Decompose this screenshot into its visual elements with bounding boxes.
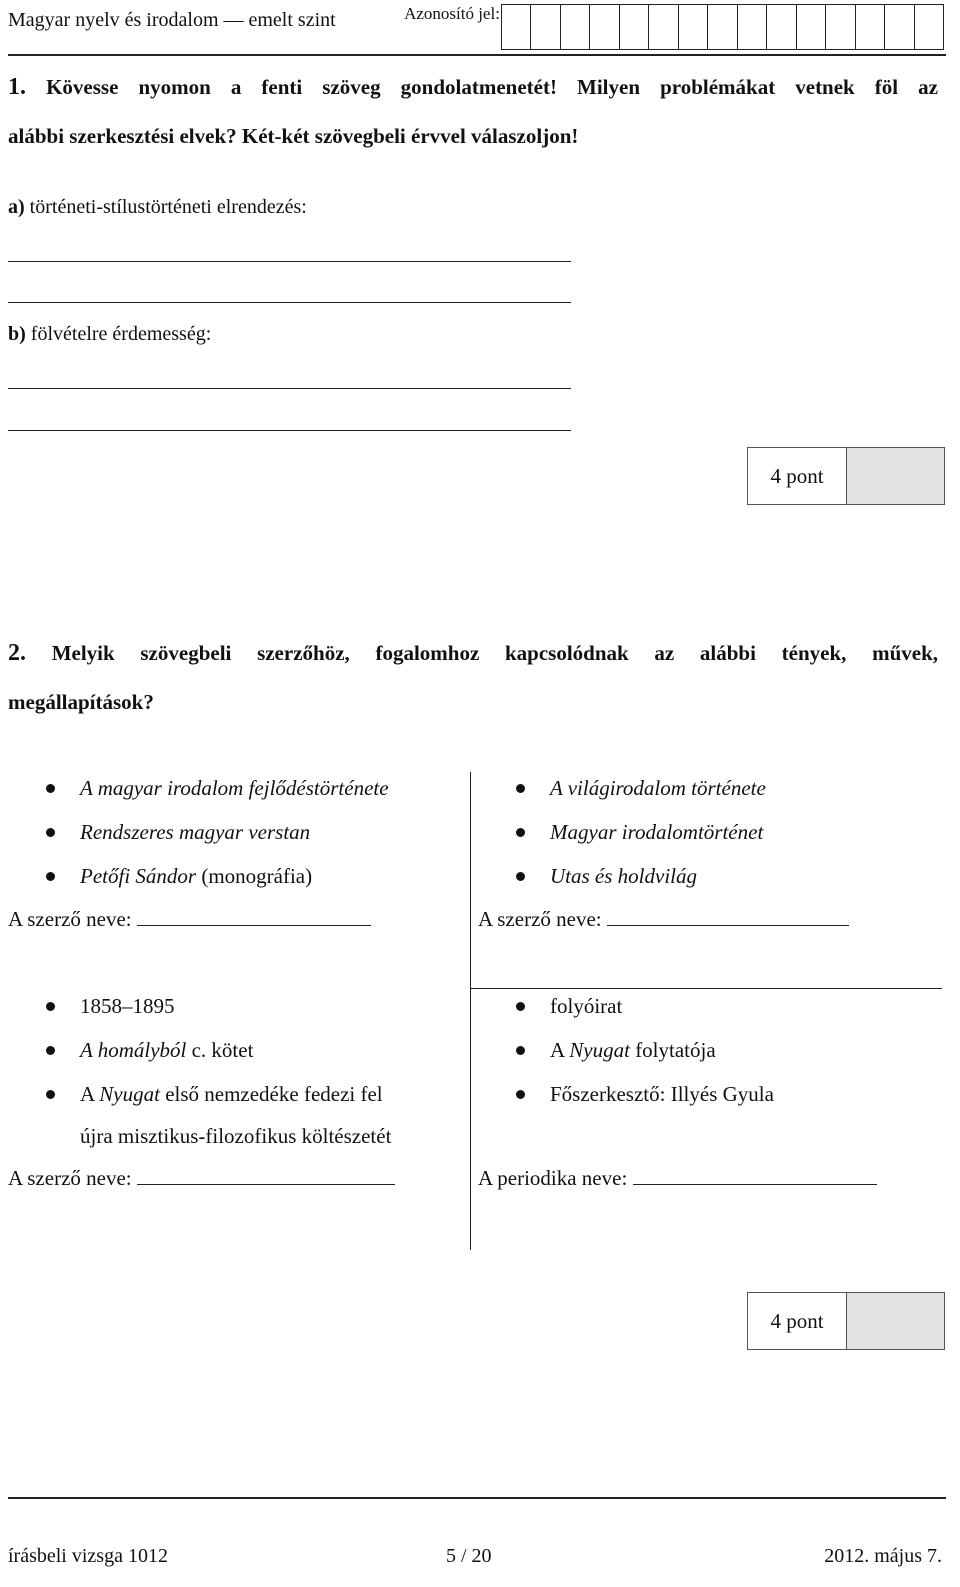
footer-rule bbox=[8, 1497, 946, 1499]
id-label: Azonosító jel: bbox=[404, 4, 500, 23]
bullet-icon bbox=[516, 1090, 525, 1099]
q1-b-answer-line-2[interactable] bbox=[8, 430, 571, 431]
q1-b-text: fölvételre érdemesség: bbox=[30, 323, 212, 345]
quad1-item-1: A magyar irodalom fejlődéstörténete bbox=[80, 776, 389, 801]
q1-score-field[interactable] bbox=[847, 448, 944, 504]
quad3-item-3: A Nyugat első nemzedéke fedezi fel bbox=[80, 1082, 383, 1107]
quad4-answer bbox=[478, 1166, 877, 1191]
q1-a-text: történeti-stílustörténeti elrendezés: bbox=[29, 196, 307, 218]
quad4-answer-field[interactable] bbox=[633, 1166, 877, 1185]
header-title: Magyar nyelv és irodalom — emelt szint bbox=[8, 9, 336, 31]
quad3-answer bbox=[8, 1166, 395, 1191]
quad4-item-3: Főszerkesztő: Illyés Gyula bbox=[550, 1082, 774, 1107]
q1-b bbox=[8, 323, 211, 346]
q2-score-box bbox=[747, 1292, 945, 1350]
footer-exam-code: írásbeli vizsga 1012 bbox=[8, 1545, 168, 1567]
q2-text: Melyik szövegbeli szerzőhöz, fogalomhoz kapcsolódnak az alábbi tények, művek, bbox=[51, 641, 938, 665]
footer-page-number: 5 / 20 bbox=[446, 1545, 492, 1567]
q1-b-answer-line-1[interactable] bbox=[8, 388, 571, 389]
q1-text: Kövesse nyomon a fenti szöveg gondolatmenetét! Milyen problémákat vetnek föl az bbox=[46, 75, 939, 99]
q1-a bbox=[8, 196, 307, 219]
grid-vertical-divider bbox=[470, 772, 471, 1250]
q2-score-field[interactable] bbox=[847, 1293, 944, 1349]
quad1-item-2: Rendszeres magyar verstan bbox=[80, 820, 310, 845]
quad4-item-1: folyóirat bbox=[550, 994, 622, 1019]
quad3-item-1: 1858–1895 bbox=[80, 994, 175, 1019]
quad1-item-3: Petőfi Sándor (monográfia) bbox=[80, 864, 312, 889]
bullet-icon bbox=[516, 872, 525, 881]
grid-horizontal-divider bbox=[470, 988, 942, 989]
quad4-item-2: A Nyugat folytatója bbox=[550, 1038, 716, 1063]
quad3-item-2: A homályból c. kötet bbox=[80, 1038, 253, 1063]
quad3-item-3-line2: újra misztikus-filozofikus költészetét bbox=[80, 1124, 392, 1148]
bullet-icon bbox=[46, 828, 55, 837]
q1-prompt bbox=[8, 74, 938, 101]
quad3-answer-field[interactable] bbox=[137, 1166, 395, 1185]
bullet-icon bbox=[46, 784, 55, 793]
id-boxes[interactable] bbox=[501, 4, 944, 50]
quad2-answer-field[interactable] bbox=[607, 907, 849, 926]
q1-a-answer-line-2[interactable] bbox=[8, 302, 571, 303]
q2-prompt bbox=[8, 640, 938, 667]
bullet-icon bbox=[46, 872, 55, 881]
quad2-item-3: Utas és holdvilág bbox=[550, 864, 697, 889]
footer-date: 2012. május 7. bbox=[824, 1545, 942, 1567]
quad2-item-1: A világirodalom története bbox=[550, 776, 766, 801]
bullet-icon bbox=[46, 1046, 55, 1055]
q2-number: 2. bbox=[8, 640, 26, 666]
q1-score-box bbox=[747, 447, 945, 505]
quad2-answer bbox=[478, 907, 849, 932]
q2-prompt-line2: megállapítások? bbox=[8, 690, 154, 714]
quad3-answer-label: A szerző neve: bbox=[8, 1166, 132, 1190]
quad1-answer bbox=[8, 907, 371, 932]
quad4-answer-label: A periodika neve: bbox=[478, 1166, 628, 1190]
q1-points-label: 4 pont bbox=[748, 448, 847, 504]
q1-number: 1. bbox=[8, 74, 26, 100]
bullet-icon bbox=[516, 1046, 525, 1055]
q1-prompt-line2: alábbi szerkesztési elvek? Két-két szövegbeli érvvel válaszoljon! bbox=[8, 124, 579, 148]
q1-a-answer-line-1[interactable] bbox=[8, 261, 571, 262]
bullet-icon bbox=[516, 1002, 525, 1011]
quad2-answer-label: A szerző neve: bbox=[478, 907, 602, 931]
bullet-icon bbox=[516, 828, 525, 837]
quad1-answer-field[interactable] bbox=[137, 907, 371, 926]
bullet-icon bbox=[516, 784, 525, 793]
header-rule bbox=[8, 54, 946, 56]
q1-a-label: a) bbox=[8, 196, 25, 218]
bullet-icon bbox=[46, 1002, 55, 1011]
q2-points-label: 4 pont bbox=[748, 1293, 847, 1349]
quad2-item-2: Magyar irodalomtörténet bbox=[550, 820, 763, 845]
bullet-icon bbox=[46, 1090, 55, 1099]
q1-b-label: b) bbox=[8, 323, 26, 345]
quad1-answer-label: A szerző neve: bbox=[8, 907, 132, 931]
